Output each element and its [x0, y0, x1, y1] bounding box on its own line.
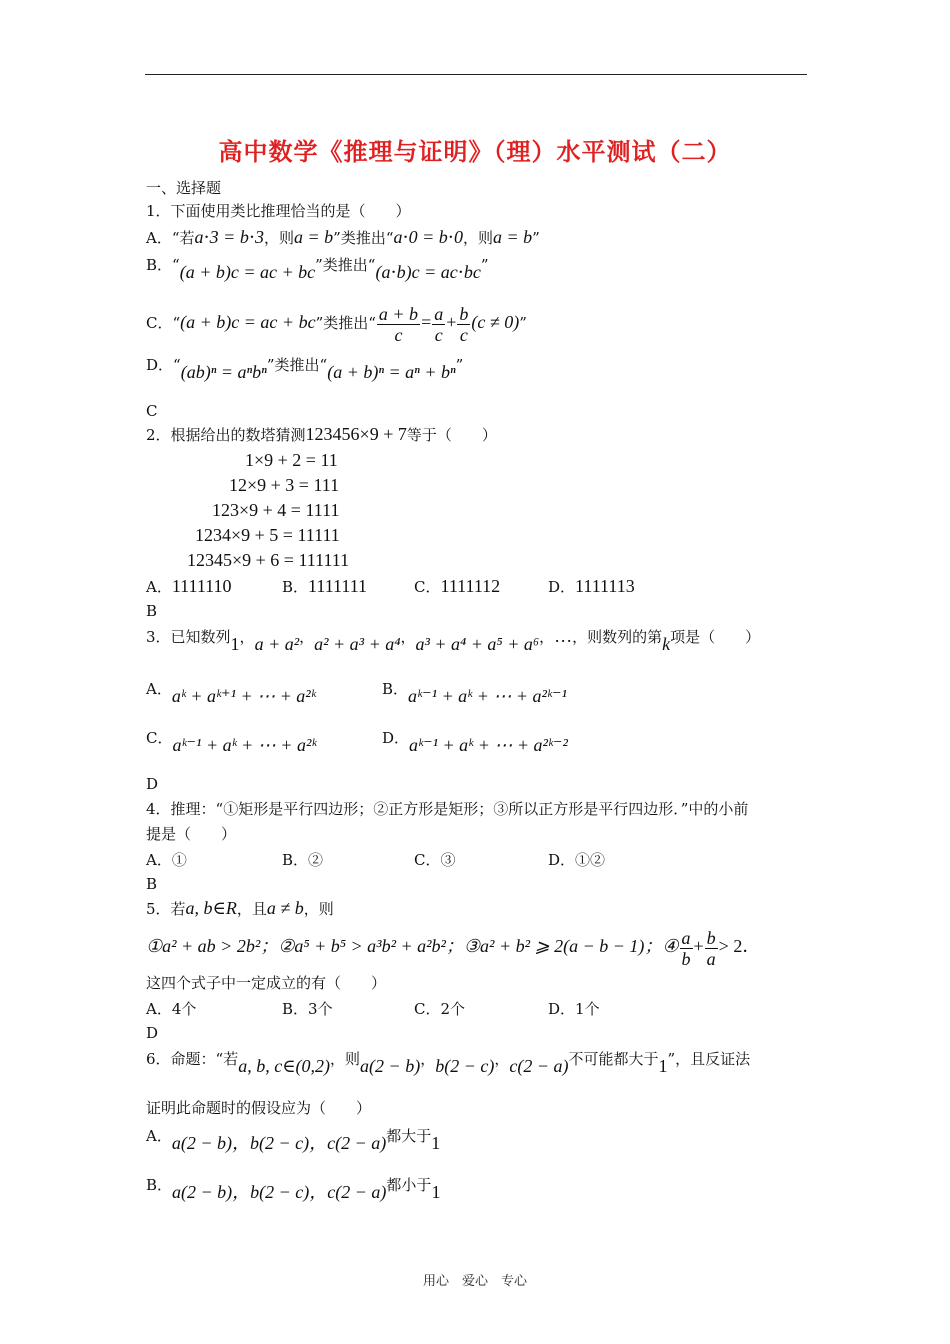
math: +	[446, 312, 457, 332]
math: 1	[431, 1133, 441, 1153]
fraction: $\frac{a + b}{c}$	[378, 303, 419, 345]
q2-option-b: B．1111111	[282, 576, 368, 596]
section-heading: 一、选择题	[146, 179, 222, 197]
q5-stem: 5．若a, b∈R，且a ≠ b，则	[146, 898, 334, 918]
q4-option-a: A．①	[146, 851, 187, 869]
text: ”	[455, 356, 464, 374]
q4-option-b: B．②	[282, 851, 324, 869]
q3-option-c: C．aᵏ⁻¹ + aᵏ + ⋯ + a²ᵏ	[146, 729, 317, 755]
option-label: A．“若	[146, 229, 195, 247]
fraction: $\frac{a}{c}$	[434, 303, 444, 345]
text: ，则	[462, 229, 493, 247]
math: a = b	[294, 227, 334, 247]
page-title: 高中数学《推理与证明》（理）水平测试（二）	[218, 137, 732, 166]
math: ；②a⁵ + b⁵ > a³b² + a²b²	[260, 936, 446, 956]
math: (ab)ⁿ = aⁿbⁿ	[180, 362, 267, 382]
option-label: B．“	[146, 256, 180, 274]
math: > 2．	[718, 936, 761, 956]
text: ”	[519, 314, 527, 332]
text: ”类推出“	[266, 356, 328, 374]
math: a, b∈R	[185, 898, 237, 918]
q1-answer: C	[146, 402, 158, 420]
q5-option-b: B．3个	[282, 1000, 333, 1018]
fraction: $\frac{b}{c}$	[459, 303, 469, 345]
q5-option-d: D．1个	[548, 1000, 600, 1018]
math: 1	[431, 1182, 441, 1202]
tower-row: 1234×9 + 5 = 11111	[195, 525, 340, 545]
math: a(2 − b)，b(2 − c)，c(2 − a)	[171, 1133, 387, 1153]
math: a(2 − b)，b(2 − c)，c(2 − a)	[172, 1182, 387, 1202]
tower-row: 123×9 + 4 = 1111	[212, 500, 340, 520]
tower-row: 12×9 + 3 = 111	[229, 475, 340, 495]
q4-option-d: D．①②	[548, 851, 606, 869]
fraction: $\frac{a}{b}$	[681, 927, 691, 969]
math: a⋅3 = b⋅3	[194, 227, 264, 247]
q3-answer: D	[146, 775, 159, 793]
math: c(2 − a)	[509, 1056, 569, 1076]
math: a³ + a⁴ + a⁵ + a⁶	[415, 634, 540, 654]
math: =	[421, 312, 432, 332]
text: ”类推出“	[333, 229, 394, 247]
q1-option-d	[146, 354, 464, 382]
q2-stem	[146, 424, 497, 445]
text: ”	[480, 256, 489, 274]
q2-option-d: D．1111113	[548, 576, 635, 596]
text: 2．根据给出的数塔猜测	[146, 426, 306, 444]
q1-stem: 1．下面使用类比推理恰当的是（ ）	[146, 202, 411, 220]
page-footer: 用心 爱心 专心	[422, 1274, 527, 1289]
q3-option-b: B．aᵏ⁻¹ + aᵏ + ⋯ + a²ᵏ⁻¹	[382, 680, 567, 706]
math: a² + a³ + a⁴	[314, 634, 401, 654]
math: (a + b)c = ac + bc	[180, 312, 316, 332]
math: a ≠ b	[266, 898, 304, 918]
q6-stem: 6．命题：“若a, b, c∈(0,2)，则a(2 − b)，b(2 − c)，c(2 − a)不可能都大于1”，且反证法	[146, 1050, 751, 1076]
q1-option-b	[146, 254, 489, 282]
math: (c ≠ 0)	[471, 312, 520, 332]
q5-option-c: C．2个	[414, 1000, 466, 1018]
q4-answer: B	[146, 875, 158, 893]
math: ；④	[644, 936, 679, 956]
q6-stem-line2: 证明此命题时的假设应为（ ）	[146, 1099, 372, 1117]
math: a, b, c∈(0,2)	[238, 1056, 331, 1076]
tower-row: 12345×9 + 6 = 111111	[187, 550, 350, 570]
math: (a + b)c = ac + bc	[179, 262, 316, 282]
math: a + a²	[254, 634, 300, 654]
q5-stem-line2: 这四个式子中一定成立的有（ ）	[146, 974, 387, 992]
q3-stem: 3．已知数列1，a + a²，a² + a³ + a⁴，a³ + a⁴ + a⁵ + a⁶，…，则数列的第k项是（ ）	[146, 626, 761, 654]
math: a(2 − b)	[360, 1056, 421, 1076]
q6-option-a: A．a(2 − b)，b(2 − c)，c(2 − a)都大于1	[146, 1127, 441, 1153]
math: …	[554, 626, 573, 646]
math: 1	[658, 1056, 668, 1076]
q1-option-c	[146, 300, 527, 345]
math: a = b	[492, 227, 533, 247]
q4-stem-line2: 提是（ ）	[146, 825, 237, 843]
q5-option-a: A．4个	[146, 1000, 197, 1018]
q1-option-a	[146, 227, 540, 248]
text: ”类推出“	[315, 314, 376, 332]
q5-answer: D	[146, 1024, 159, 1042]
option-label: D．“	[146, 356, 181, 374]
header-rule	[145, 74, 807, 75]
q3-option-d: D．aᵏ⁻¹ + aᵏ + ⋯ + a²ᵏ⁻²	[382, 729, 568, 755]
q5-statements	[146, 924, 760, 969]
math: (a⋅b)c = ac⋅bc	[375, 262, 481, 282]
math: 123456×9 + 7	[305, 424, 407, 444]
math: 1	[230, 634, 240, 654]
q2-answer: B	[146, 602, 158, 620]
q3-option-a: A．aᵏ + aᵏ⁺¹ + ⋯ + a²ᵏ	[146, 680, 316, 706]
text: ”类推出“	[315, 256, 376, 274]
q6-option-b: B．a(2 − b)，b(2 − c)，c(2 − a)都小于1	[146, 1176, 441, 1202]
math: +	[693, 936, 704, 956]
math: a⋅0 = b⋅0	[393, 227, 463, 247]
q4-option-c: C．③	[414, 851, 456, 869]
tower-row: 1×9 + 2 = 11	[245, 450, 338, 470]
q2-option-c: C．1111112	[414, 576, 501, 596]
math: b(2 − c)	[435, 1056, 495, 1076]
fraction: $\frac{b}{a}$	[706, 927, 716, 969]
q4-stem-line1: 4．推理：“①矩形是平行四边形；②正方形是矩形；③所以正方形是平行四边形．”中的小前	[146, 800, 749, 818]
text: ”	[532, 229, 540, 247]
math: k	[662, 634, 671, 654]
option-label: C．“	[146, 314, 181, 332]
math: ①a² + ab > 2b²	[146, 936, 261, 956]
q2-option-a: A．1111110	[146, 576, 232, 596]
math: (a + b)ⁿ = aⁿ + bⁿ	[327, 362, 456, 382]
text: 等于（ ）	[406, 426, 497, 444]
math: ；③a² + b² ⩾ 2(a − b − 1)	[445, 936, 645, 956]
text: ，则	[263, 229, 294, 247]
